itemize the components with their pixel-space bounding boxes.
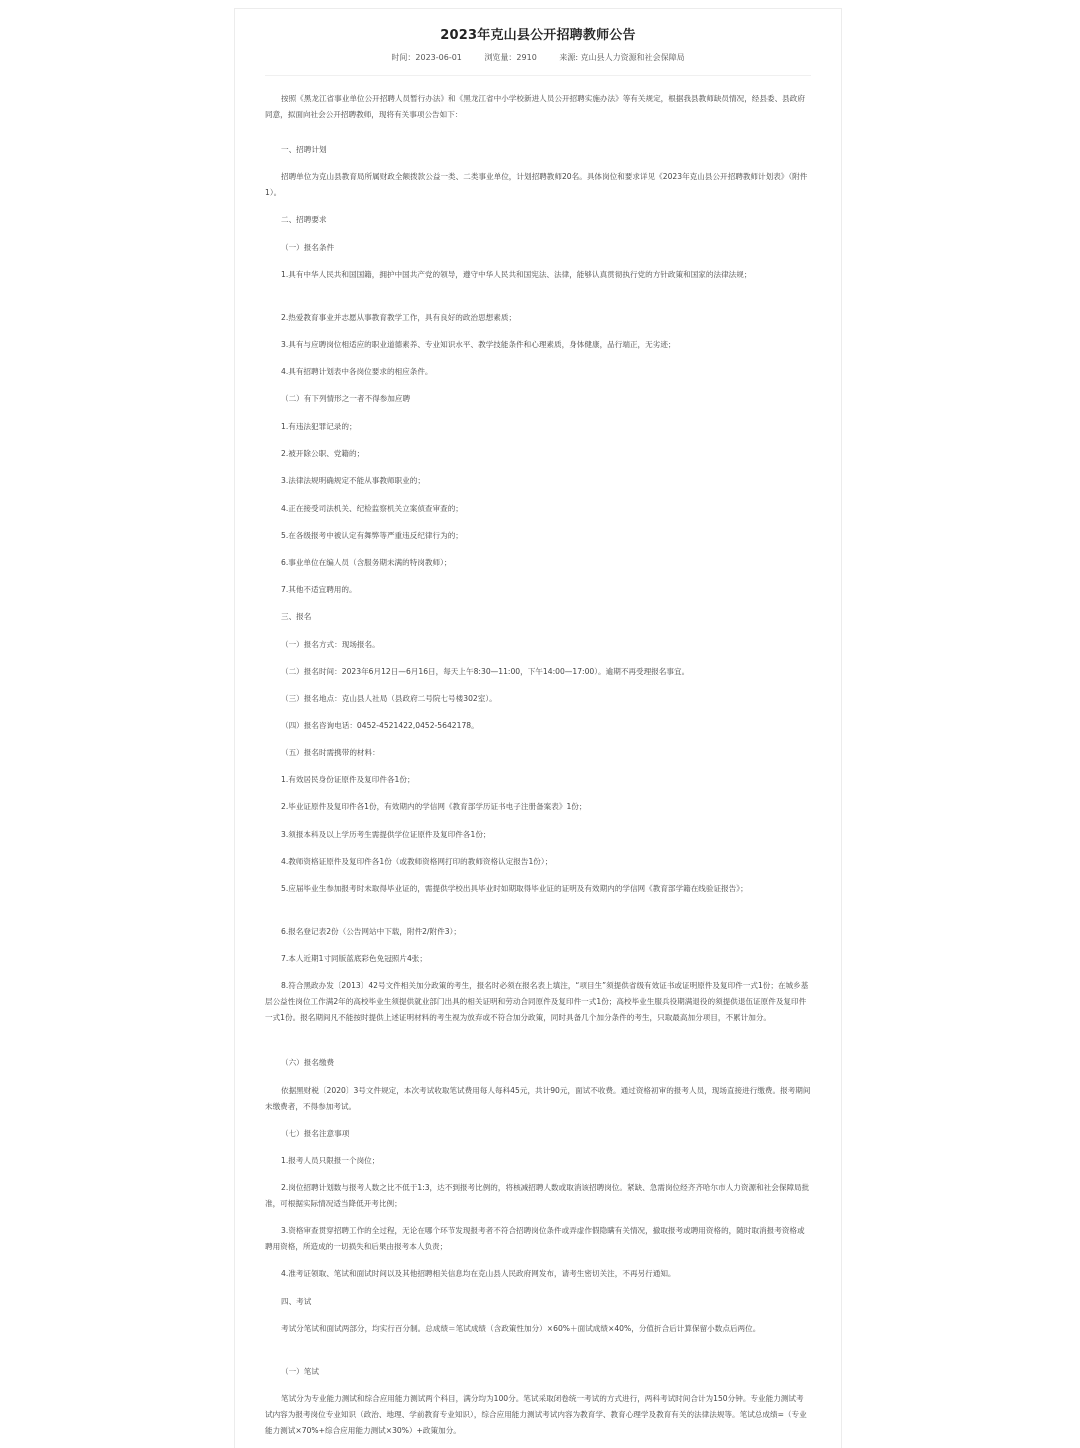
section-heading: 二、招聘要求 [281,215,327,224]
article-title: 2023年克山县公开招聘教师公告 [440,28,636,43]
list-item: 2.热爱教育事业并志愿从事教育教学工作，具有良好的政治思想素质； [281,313,517,322]
list-item: 4.准考证领取、笔试和面试时间以及其他招聘相关信息均在克山县人民政府网发布，请考生密切关注，不再另行通知。 [281,1269,676,1278]
section-heading: 三、报名 [281,612,312,621]
list-item: 1.具有中华人民共和国国籍，拥护中国共产党的领导，遵守中华人民共和国宪法、法律，能够认真贯彻执行党的方针政策和国家的法律法规； [281,270,752,279]
list-item: 4.正在接受司法机关、纪检监察机关立案侦查审查的； [281,504,463,513]
paragraph: 笔试分为专业能力测试和综合应用能力测试两个科目，满分均为100分。笔试采取闭卷统一考试的方式进行，两科考试时间合计为150分钟。专业能力测试考试内容为报考岗位专业知识（政治、地理、学前教育专业知识），综合应用能力测试考试内容为教育学、教育心理学及教育有关的法律法规等。笔试总成绩=（专业能力测试×70%+综合应用能力测试×30%）+政策加分。 [265,1394,807,1435]
list-item: （四）报名咨询电话：0452-4521422,0452-5642178。 [281,721,479,730]
list-item: 2.岗位招聘计划数与报考人数之比不低于1:3，达不到报考比例的，将核减招聘人数或取消该招聘岗位。紧缺、急需岗位经齐齐哈尔市人力资源和社会保障局批准，可根据实际情况适当降低开考比例； [265,1183,810,1208]
article-source: 来源: 克山县人力资源和社会保障局 [559,53,685,62]
list-item: 2.毕业证原件及复印件各1份，有效期内的学信网《教育部学历证书电子注册备案表》1份； [281,802,587,811]
list-item: 5.在各级报考中被认定有舞弊等严重违反纪律行为的； [281,531,463,540]
list-item: 7.其他不适宜聘用的。 [281,585,357,594]
list-item: （二）报名时间：2023年6月12日—6月16日，每天上午8:30—11:00，下午14:00—17:00）。逾期不再受理报名事宜。 [281,667,690,676]
list-item: 4.具有招聘计划表中各岗位要求的相应条件。 [281,367,433,376]
list-item: 4.教师资格证原件及复印件各1份（或教师资格网打印的教师资格认定报告1份）； [281,857,553,866]
section-heading: 四、考试 [281,1297,312,1306]
subsection-heading: （一）报名条件 [281,243,335,252]
subsection-heading: （一）笔试 [281,1367,319,1376]
publish-time: 时间：2023-06-01 [391,53,462,62]
list-item: 8.符合黑政办发〔2013〕42号文件相关加分政策的考生，报名时必须在报名表上填注，“项目生”须提供省级有效证书或证明原件及复印件一式1份；在城乡基层公益性岗位工作满2年的高校毕业生须提供就业部门出具的相关证明和劳动合同原件及复印件一式1份；高校毕业生服兵役期满退役的须提供退伍证原件及复印件一式1份。报名期间凡不能按时提供上述证明材料的考生视为放弃或不符合加分政策，同时具备几个加分条件的考生，只取最高加分项目，不累计加分。 [265,981,809,1022]
header-divider [265,75,811,76]
list-item: 1.报考人员只限报一个岗位； [281,1156,380,1165]
list-item: 1.有效居民身份证原件及复印件各1份； [281,775,415,784]
article-page [234,8,842,1448]
list-item: 1.有违法犯罪记录的； [281,422,357,431]
subsection-heading: （二）有下列情形之一者不得参加应聘 [281,394,411,403]
list-item: 6.事业单位在编人员（含服务期未满的特岗教师）； [281,558,452,567]
subsection-heading: （五）报名时需携带的材料： [281,748,380,757]
list-item: 3.法律法规明确规定不能从事教师职业的； [281,476,425,485]
subsection-heading: （六）报名缴费 [281,1058,335,1067]
paragraph: 依据黑财税〔2020〕3号文件规定，本次考试收取笔试费用每人每科45元，共计90元，面试不收费。通过资格初审的报考人员，现场直接进行缴费。报考期间未缴费者，不得参加考试。 [265,1086,811,1111]
list-item: 3.具有与应聘岗位相适应的职业道德素养、专业知识水平、教学技能条件和心理素质，身体健康，品行端正，无劣迹； [281,340,676,349]
article-meta [235,52,841,63]
list-item: 2.被开除公职、党籍的； [281,449,365,458]
list-item: （三）报名地点：克山县人社局（县政府二号院七号楼302室）。 [281,694,497,703]
list-item: （一）报名方式：现场报名。 [281,640,380,649]
paragraph: 考试分笔试和面试两部分，均实行百分制。总成绩＝笔试成绩（含政策性加分）×60%＋面试成绩×40%，分值折合后计算保留小数点后两位。 [281,1324,761,1333]
view-count: 浏览量：2910 [484,53,537,62]
section-heading: 一、招聘计划 [281,145,327,154]
paragraph: 按照《黑龙江省事业单位公开招聘人员暂行办法》和《黑龙江省中小学校新进人员公开招聘实施办法》等有关规定，根据我县教师缺员情况，经县委、县政府同意，拟面向社会公开招聘教师，现将有关事项公告如下： [265,94,805,119]
list-item: 7.本人近期1寸同版蓝底彩色免冠照片4张； [281,954,427,963]
list-item: 3.资格审查贯穿招聘工作的全过程，无论在哪个环节发现报考者不符合招聘岗位条件或弄虚作假隐瞒有关情况，撤取报考或聘用资格的，随时取消报考资格或聘用资格，所造成的一切损失和后果由报考本人负责； [265,1226,805,1251]
list-item: 3.须报本科及以上学历考生需提供学位证原件及复印件各1份； [281,830,491,839]
subsection-heading: （七）报名注意事项 [281,1129,350,1138]
paragraph: 招聘单位为克山县教育局所属财政全额拨款公益一类、二类事业单位，计划招聘教师20名。具体岗位和要求详见《2023年克山县公开招聘教师计划表》（附件1）。 [265,172,808,197]
list-item: 5.应届毕业生参加报考时未取得毕业证的，需提供学校出具毕业时如期取得毕业证的证明及有效期内的学信网《教育部学籍在线验证报告》； [281,884,748,893]
list-item: 6.报名登记表2份（公告网站中下载，附件2/附件3）； [281,927,461,936]
